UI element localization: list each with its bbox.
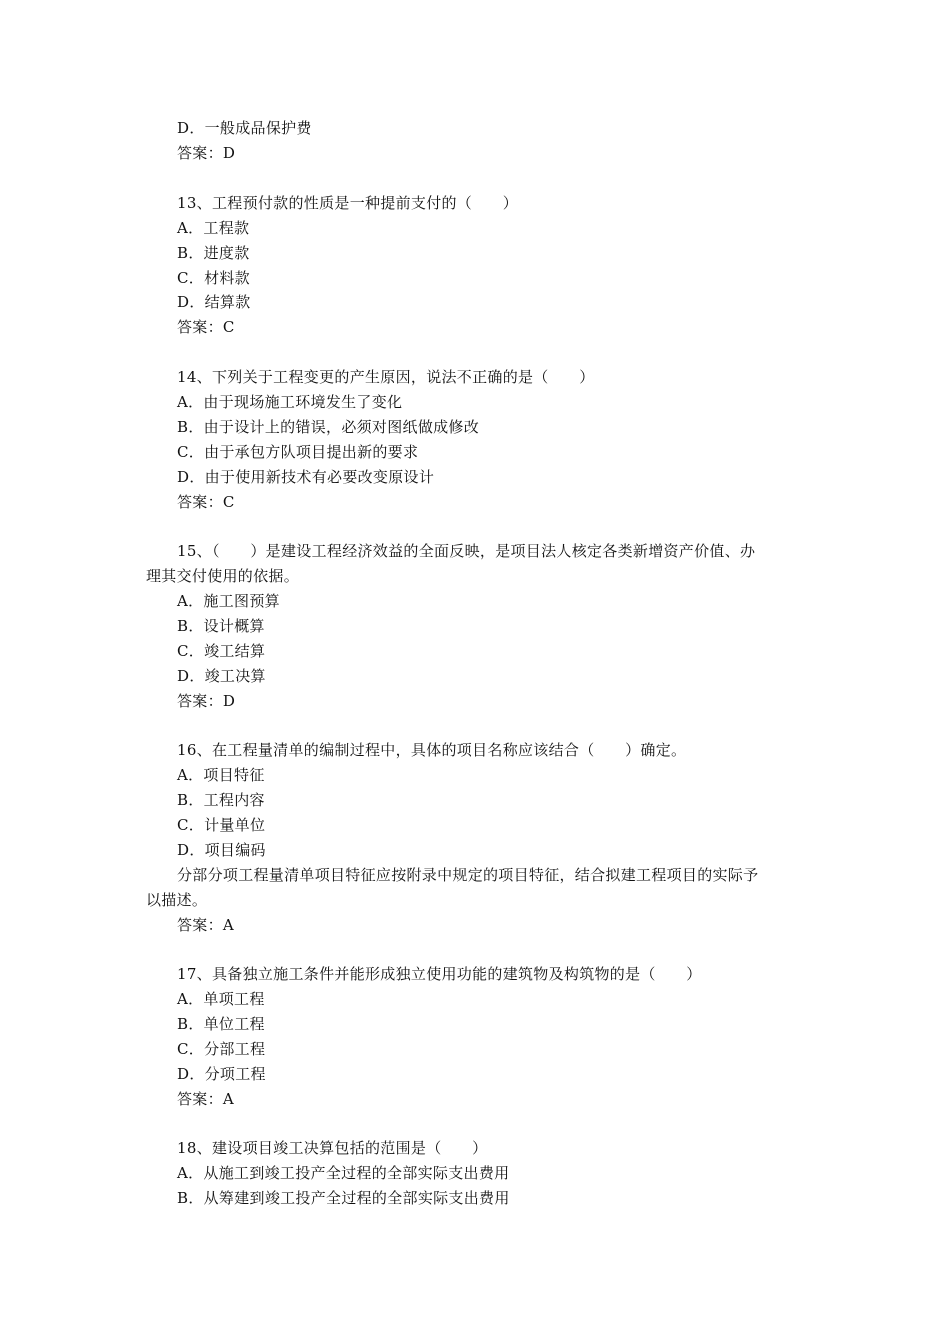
explanation-16: 分部分项工程量清单项目特征应按附录中规定的项目特征，结合拟建工程项目的实际予 <box>177 866 759 884</box>
option-15-a: A．施工图预算 <box>177 592 280 610</box>
question-14: 14、下列关于工程变更的产生原因，说法不正确的是（ ） <box>177 368 595 386</box>
answer-16: 答案：A <box>177 916 235 934</box>
explanation-16-continued: 以描述。 <box>146 891 208 909</box>
option-14-d: D．由于使用新技术有必要改变原设计 <box>177 468 435 486</box>
option-16-c: C．计量单位 <box>177 816 266 834</box>
option-17-b: B．单位工程 <box>177 1015 265 1033</box>
option-16-b: B．工程内容 <box>177 791 265 809</box>
option-17-a: A．单项工程 <box>177 990 265 1008</box>
option-15-c: C．竣工结算 <box>177 642 266 660</box>
option-13-b: B．进度款 <box>177 244 250 262</box>
option-17-c: C．分部工程 <box>177 1040 266 1058</box>
option-18-a: A．从施工到竣工投产全过程的全部实际支出费用 <box>177 1164 510 1182</box>
question-16: 16、在工程量清单的编制过程中，具体的项目名称应该结合（ ）确定。 <box>177 741 687 759</box>
option-14-a: A．由于现场施工环境发生了变化 <box>177 393 403 411</box>
option-13-c: C．材料款 <box>177 269 250 287</box>
option-13-a: A．工程款 <box>177 219 250 237</box>
option-15-b: B．设计概算 <box>177 617 265 635</box>
question-18: 18、建设项目竣工决算包括的范围是（ ） <box>177 1139 488 1157</box>
question-17: 17、具备独立施工条件并能形成独立使用功能的建筑物及构筑物的是（ ） <box>177 965 702 983</box>
answer-17: 答案：A <box>177 1090 235 1108</box>
option-15-d: D．竣工决算 <box>177 667 266 685</box>
answer-12: 答案：D <box>177 144 236 162</box>
answer-14: 答案：C <box>177 493 235 511</box>
option-13-d: D．结算款 <box>177 293 251 311</box>
option-12-d: D．一般成品保护费 <box>177 119 312 137</box>
question-15-continued: 理其交付使用的依据。 <box>146 567 300 585</box>
option-16-a: A．项目特征 <box>177 766 265 784</box>
option-18-b: B．从筹建到竣工投产全过程的全部实际支出费用 <box>177 1189 510 1207</box>
question-13: 13、工程预付款的性质是一种提前支付的（ ） <box>177 194 518 212</box>
answer-13: 答案：C <box>177 318 235 336</box>
option-14-b: B．由于设计上的错误，必须对图纸做成修改 <box>177 418 480 436</box>
option-17-d: D．分项工程 <box>177 1065 266 1083</box>
question-15: 15、（ ）是建设工程经济效益的全面反映，是项目法人核定各类新增资产价值、办 <box>177 542 756 560</box>
option-16-d: D．项目编码 <box>177 841 266 859</box>
option-14-c: C．由于承包方队项目提出新的要求 <box>177 443 419 461</box>
answer-15: 答案：D <box>177 692 236 710</box>
